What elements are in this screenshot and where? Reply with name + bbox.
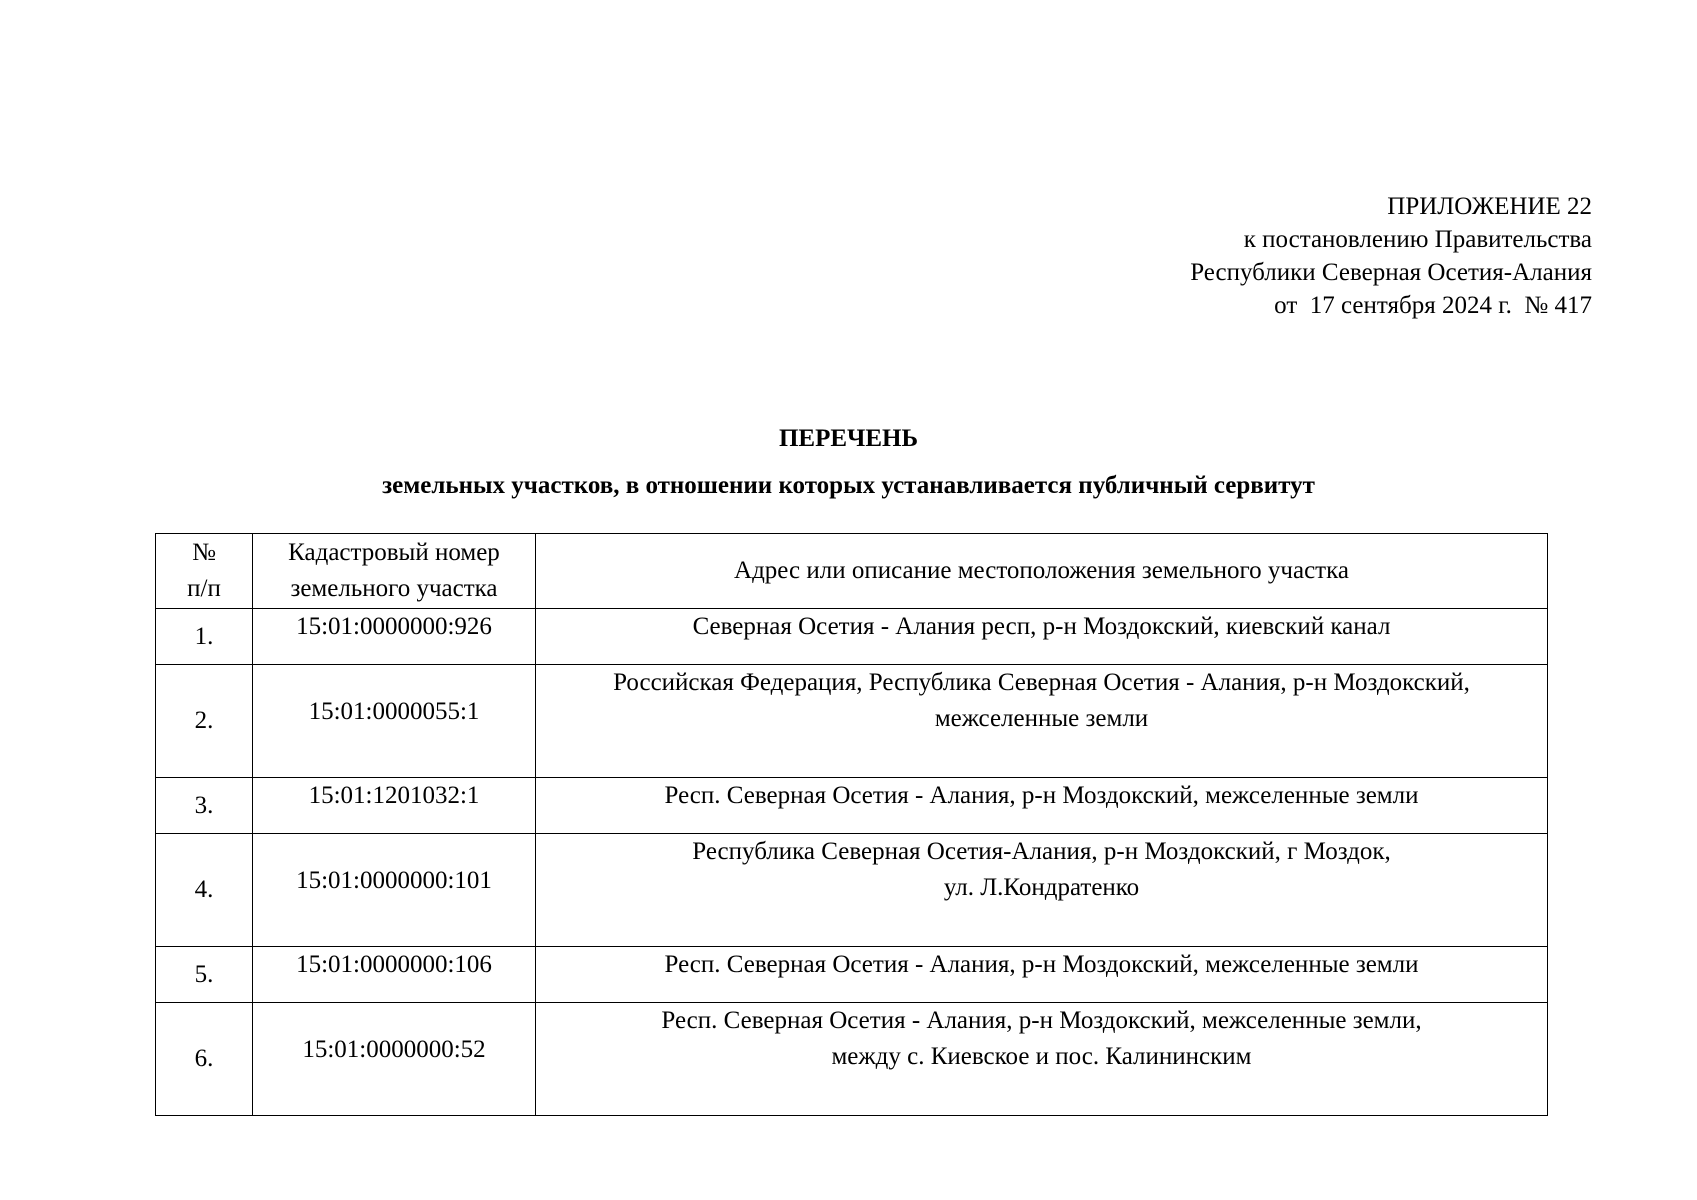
row-cadastral: 15:01:1201032:1 xyxy=(253,778,536,834)
row-address xyxy=(536,947,1548,1003)
row-cadastral-value: 15:01:0000000:52 xyxy=(302,1036,486,1063)
table-header xyxy=(156,534,1548,609)
row-cadastral xyxy=(253,1003,536,1116)
row-cadastral xyxy=(253,665,536,778)
row-number: 5. xyxy=(156,947,253,1003)
land-plots-table xyxy=(155,533,1548,1116)
row-address-line1: Северная Осетия - Алания респ, р-н Моздокский, киевский канал xyxy=(692,613,1391,640)
table-row xyxy=(156,609,1548,665)
table-body xyxy=(156,609,1548,1116)
appendix-republic: Республики Северная Осетия-Алания xyxy=(1190,259,1592,286)
appendix-block xyxy=(1190,190,1592,322)
table-row xyxy=(156,947,1548,1003)
document-title: ПЕРЕЧЕНЬ xyxy=(778,425,919,452)
row-address-line2: ул. Л.Кондратенко xyxy=(943,874,1140,901)
header-cadastral xyxy=(253,534,536,609)
row-number: 3. xyxy=(156,778,253,834)
appendix-reference: к постановлению Правительства xyxy=(1243,226,1592,253)
header-cadastral-line2: земельного участка xyxy=(290,575,498,602)
row-number: 6. xyxy=(156,1003,253,1116)
row-address-line1: Российская Федерация, Республика Северная Осетия - Алания, р-н Моздокский, xyxy=(613,669,1470,696)
row-address xyxy=(536,609,1548,665)
appendix-date-number: от 17 сентября 2024 г. № 417 xyxy=(1274,292,1592,319)
row-cadastral: 15:01:0000000:106 xyxy=(253,947,536,1003)
row-address xyxy=(536,778,1548,834)
header-address: Адрес или описание местоположения земельного участка xyxy=(536,534,1548,609)
row-address-line1: Респ. Северная Осетия - Алания, р-н Моздокский, межселенные земли xyxy=(664,951,1419,978)
row-cadastral xyxy=(253,834,536,947)
header-number xyxy=(156,534,253,609)
row-number: 1. xyxy=(156,609,253,665)
header-number-line1: № xyxy=(192,539,216,566)
appendix-number: ПРИЛОЖЕНИЕ 22 xyxy=(1387,193,1592,220)
row-address xyxy=(536,665,1548,778)
table-row xyxy=(156,778,1548,834)
row-address-line2: между с. Киевское и пос. Калининским xyxy=(831,1043,1252,1070)
row-address-line1: Респ. Северная Осетия - Алания, р-н Моздокский, межселенные земли xyxy=(664,782,1419,809)
header-number-line2: п/п xyxy=(187,575,221,602)
row-cadastral-value: 15:01:0000000:101 xyxy=(296,867,492,894)
row-number: 4. xyxy=(156,834,253,947)
table-row xyxy=(156,834,1548,947)
row-address-line2: межселенные земли xyxy=(934,705,1149,732)
row-address-line1: Респ. Северная Осетия - Алания, р-н Моздокский, межселенные земли, xyxy=(661,1007,1422,1034)
row-cadastral-value: 15:01:0000055:1 xyxy=(308,698,480,725)
table-header-row xyxy=(156,534,1548,609)
document-subtitle: земельных участков, в отношении которых устанавливается публичный сервитут xyxy=(382,472,1315,499)
row-address-line1: Республика Северная Осетия-Алания, р-н Моздокский, г Моздок, xyxy=(692,838,1391,865)
row-address xyxy=(536,834,1548,947)
row-cadastral: 15:01:0000000:926 xyxy=(253,609,536,665)
row-number: 2. xyxy=(156,665,253,778)
header-cadastral-line1: Кадастровый номер xyxy=(288,539,500,566)
row-address xyxy=(536,1003,1548,1116)
table-row xyxy=(156,665,1548,778)
table-row xyxy=(156,1003,1548,1116)
